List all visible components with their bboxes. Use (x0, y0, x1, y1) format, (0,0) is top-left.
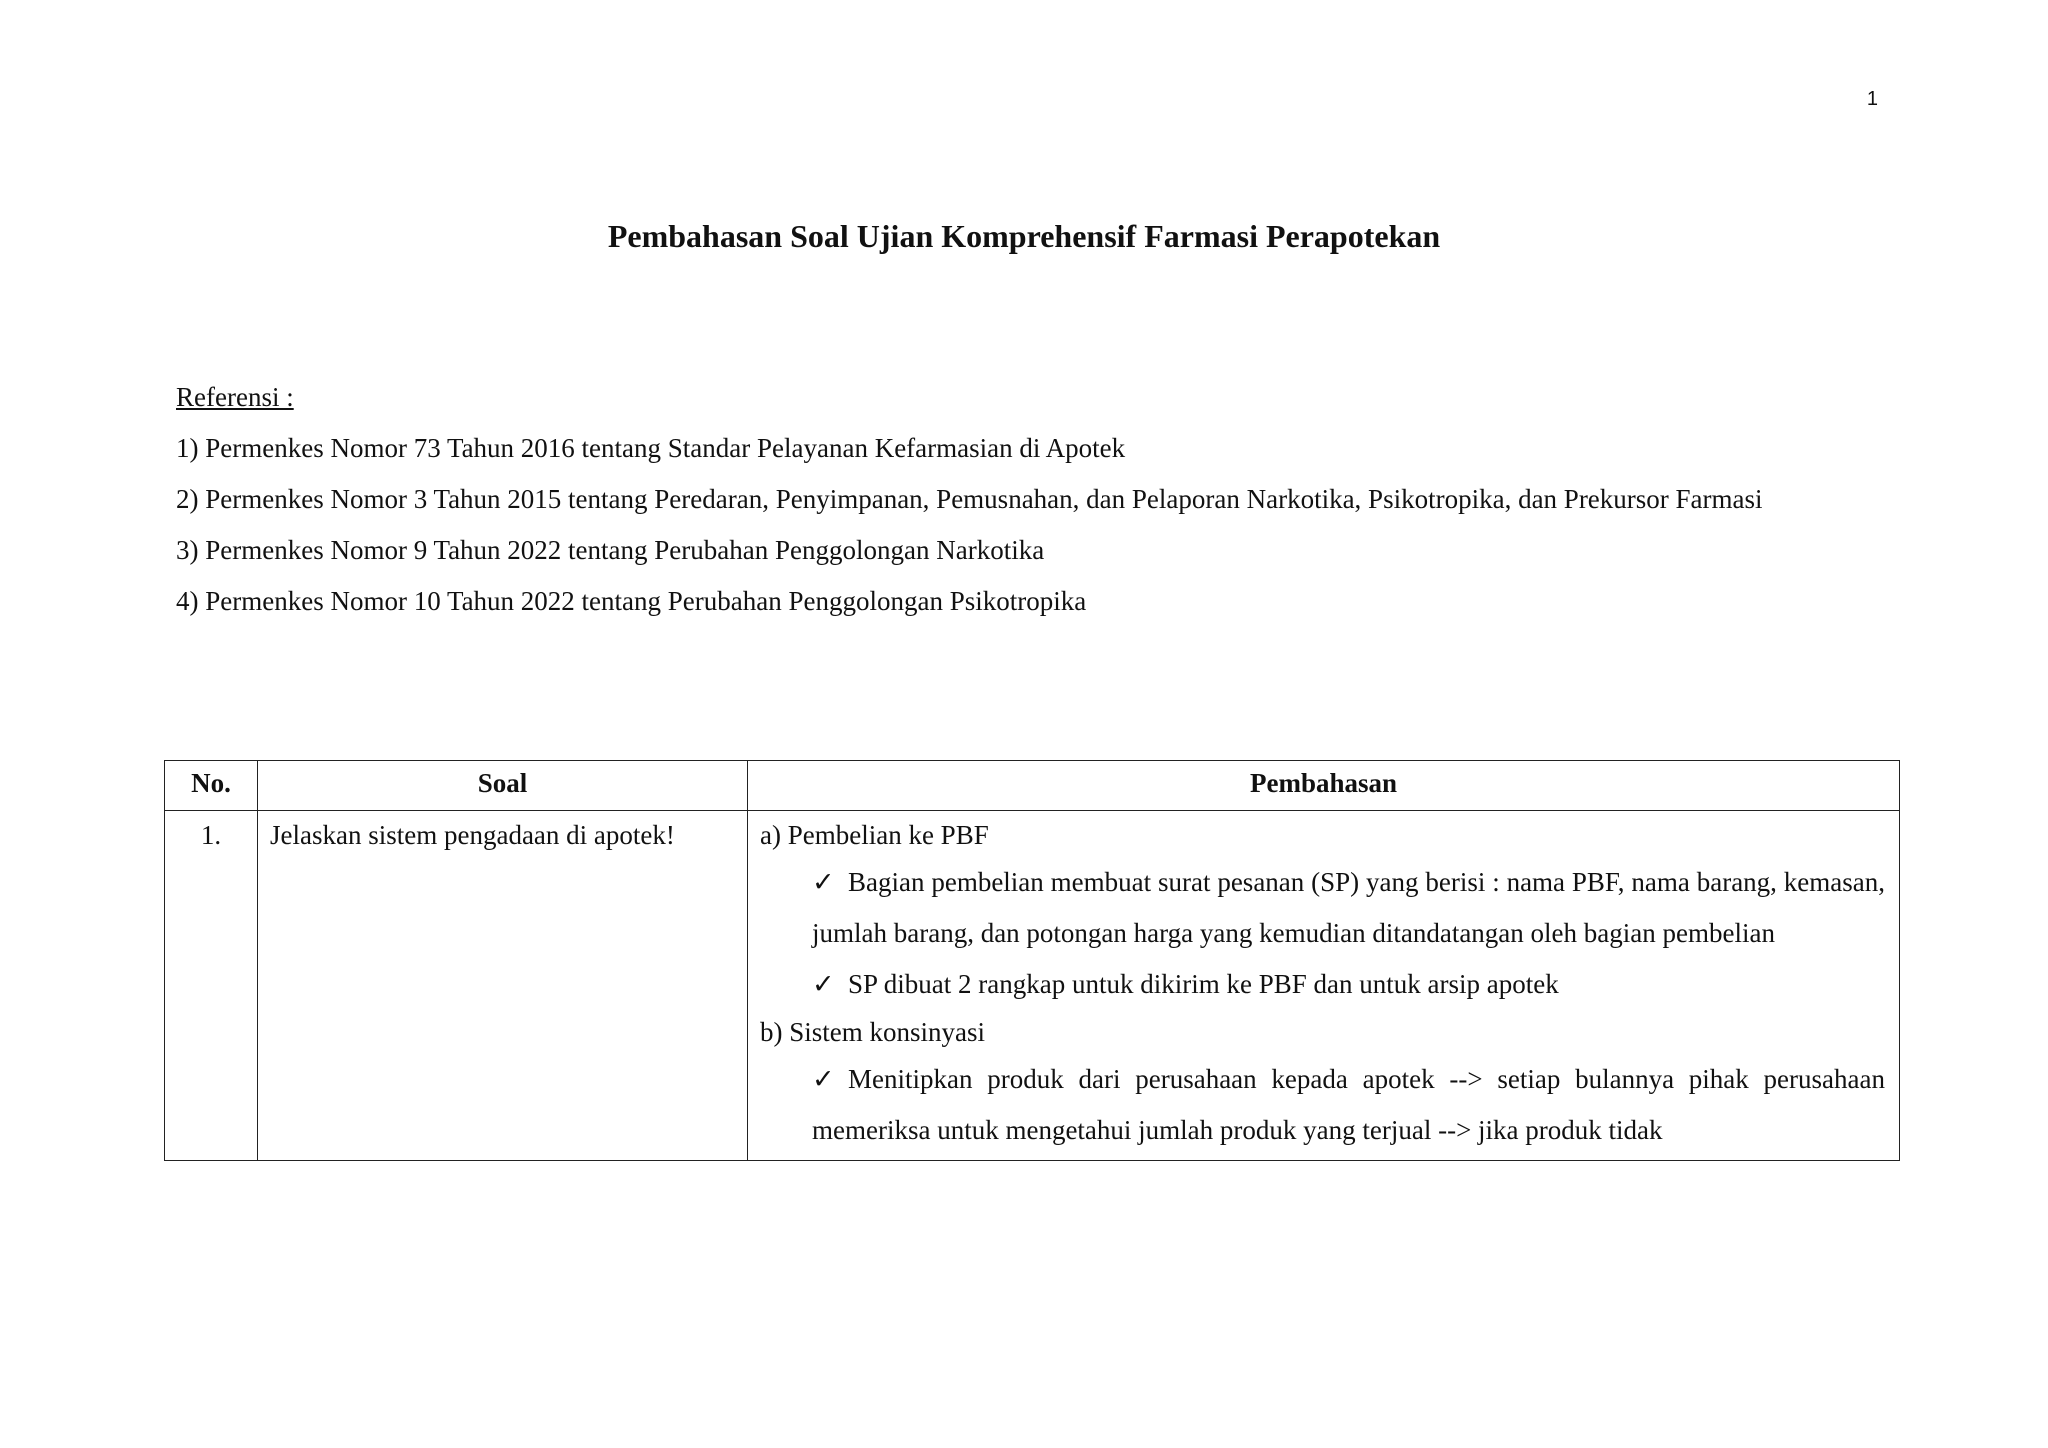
row-number: 1. (165, 811, 258, 1161)
references-section (176, 372, 1894, 627)
table-header-row (165, 761, 1900, 811)
answer-point (760, 959, 1885, 1010)
answer-point (760, 1054, 1885, 1156)
check-icon: ✓ (812, 1064, 835, 1094)
reference-item: 3) Permenkes Nomor 9 Tahun 2022 tentang Perubahan Penggolongan Narkotika (176, 535, 1045, 565)
answer-point (760, 857, 1885, 959)
answer-point-text: Menitipkan produk dari perusahaan kepada apotek --> setiap bulannya pihak perusahaan memeriksa untuk mengetahui jumlah produk yang terjual --> jika produk tidak (812, 1064, 1885, 1145)
table-row (165, 811, 1900, 1161)
header-pembahasan: Pembahasan (748, 761, 1900, 811)
reference-item: 4) Permenkes Nomor 10 Tahun 2022 tentang Perubahan Penggolongan Psikotropika (176, 586, 1087, 616)
reference-item: 2) Permenkes Nomor 3 Tahun 2015 tentang Peredaran, Penyimpanan, Pemusnahan, dan Pelaporan Narkotika, Psikotropika, dan Prekursor Farmasi (176, 484, 1763, 514)
document-title: Pembahasan Soal Ujian Komprehensif Farmasi Perapotekan (607, 218, 1441, 254)
references-heading: Referensi : (176, 382, 294, 412)
answer-point-text: Bagian pembelian membuat surat pesanan (SP) yang berisi : nama PBF, nama barang, kemasan, jumlah barang, dan potongan harga yang kemudian ditandatangan oleh bagian pembelian (812, 867, 1885, 948)
reference-item: 1) Permenkes Nomor 73 Tahun 2016 tentang Standar Pelayanan Kefarmasian di Apotek (176, 433, 1126, 463)
answer-section-label: a) Pembelian ke PBF (760, 820, 989, 850)
header-no: No. (165, 761, 258, 811)
check-icon: ✓ (812, 867, 835, 897)
page-number: 1 (1866, 88, 1878, 110)
answer-section-label: b) Sistem konsinyasi (760, 1017, 986, 1047)
header-soal: Soal (258, 761, 748, 811)
discussion-table (164, 760, 1900, 1161)
question-cell: Jelaskan sistem pengadaan di apotek! (258, 811, 748, 1161)
answer-cell (748, 811, 1900, 1161)
answer-point-text: SP dibuat 2 rangkap untuk dikirim ke PBF dan untuk arsip apotek (848, 969, 1559, 999)
check-icon: ✓ (812, 969, 835, 999)
